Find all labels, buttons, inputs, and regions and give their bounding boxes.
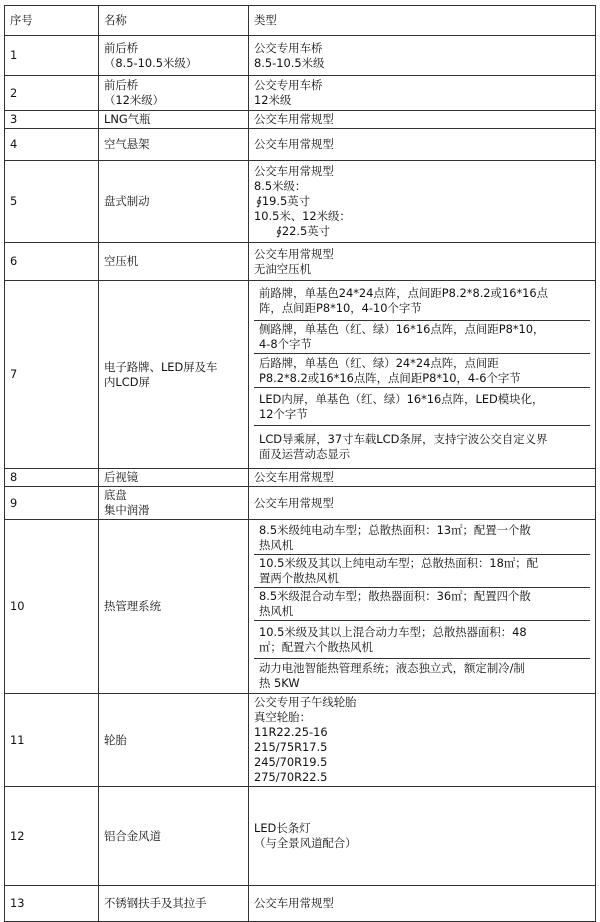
row-name-line: 前后桥 — [104, 40, 139, 55]
header-row — [5, 6, 596, 36]
row-name — [99, 76, 249, 111]
row-type-line: 10.5米、12米级： — [254, 209, 351, 223]
row-type-line: 245/70R19.5 — [254, 755, 328, 769]
row-index: 6 — [5, 243, 99, 281]
row-type-subcell — [254, 588, 590, 621]
row-type-subcell — [254, 521, 590, 555]
row-name — [99, 161, 249, 243]
row-type-line: 8.5米级： — [254, 179, 307, 193]
row-type-line: 8.5米级混合动车型；散热器面积：36㎡；配置四个散 — [259, 589, 531, 603]
row-type-line: 10.5米级及其以上混合动力车型；总散热器面积：48 — [259, 624, 527, 639]
row-name-line: 轮胎 — [104, 732, 127, 747]
row-name — [99, 111, 249, 129]
row-type-line: 阵，点间距P8*10，4-10个字节 — [259, 301, 422, 315]
row-index: 12 — [5, 787, 99, 886]
row-type-line: 11R22.25-16 — [254, 725, 328, 739]
table-row — [5, 694, 596, 787]
row-type-subrow — [254, 282, 590, 321]
row-type — [249, 487, 596, 520]
table-row — [5, 281, 596, 469]
row-type — [249, 36, 596, 76]
row-name-line: 前后桥 — [104, 78, 139, 92]
row-type-line: 公交车用常规型 — [254, 896, 334, 910]
row-type-line: 215/75R17.5 — [254, 740, 328, 754]
row-name — [99, 787, 249, 886]
row-type-subrow — [254, 555, 590, 588]
row-type-line: 10.5米级及其以上纯电动车型；总散热面积：18㎡；配 — [259, 556, 539, 570]
row-type-line: 面及运营动态显示 — [259, 446, 351, 461]
row-name-line: 热管理系统 — [104, 599, 161, 613]
table-row — [5, 76, 596, 111]
row-type-line: 8.5-10.5米级 — [254, 55, 325, 70]
row-index: 5 — [5, 161, 99, 243]
row-name-line: 盘式制动 — [104, 194, 150, 208]
row-name-line: 空气悬架 — [104, 137, 150, 151]
row-type — [249, 281, 596, 469]
table-row — [5, 243, 596, 281]
row-index: 4 — [5, 129, 99, 161]
row-name-line: 底盘 — [104, 488, 127, 502]
header-type: 类型 — [249, 6, 596, 36]
table-row — [5, 36, 596, 76]
row-name — [99, 487, 249, 520]
row-name — [99, 886, 249, 922]
row-name-line: （8.5-10.5米级） — [104, 55, 198, 70]
table-row — [5, 487, 596, 520]
row-type-line: LED内屏，单基色（红、绿）16*16点阵，LED模块化， — [259, 391, 544, 406]
row-type-line: 动力电池智能热管理系统；液态独立式，额定制冷/制 — [259, 660, 525, 675]
table-row — [5, 886, 596, 922]
row-type-subtable — [254, 282, 590, 467]
row-type-line: 公交车用常规型 — [254, 495, 334, 510]
row-type-line: 热 5KW — [259, 675, 300, 690]
row-type-line: LCD导乘屏，37寸车载LCD条屏，支持宁波公交自定义界 — [259, 431, 548, 446]
row-type — [249, 469, 596, 487]
row-type-subcell — [254, 426, 590, 468]
table-row — [5, 111, 596, 129]
row-name — [99, 281, 249, 469]
spec-table — [4, 5, 596, 922]
row-type-line: P8.2*8.2或16*16点阵，点间距P8*10，4-6个字节 — [259, 370, 521, 385]
table-row — [5, 469, 596, 487]
row-type-line: 公交车用常规型 — [254, 137, 334, 151]
row-type-line: 公交专用子午线轮胎 — [254, 695, 357, 709]
table-row — [5, 520, 596, 694]
row-type-line: 公交车用常规型 — [254, 112, 334, 126]
table-body — [5, 36, 596, 922]
row-type — [249, 520, 596, 694]
row-type-subtable — [254, 521, 590, 692]
row-type — [249, 694, 596, 787]
row-type-subrow — [254, 354, 590, 388]
row-name — [99, 243, 249, 281]
header-name: 名称 — [99, 6, 249, 36]
row-name-line: 内LCD屏 — [104, 374, 150, 389]
row-type-line: 热风机 — [259, 604, 294, 618]
row-type-subrow — [254, 521, 590, 555]
row-name-line: 空压机 — [104, 254, 139, 268]
row-name-line: LNG气瓶 — [104, 112, 151, 126]
row-index: 7 — [5, 281, 99, 469]
row-name — [99, 36, 249, 76]
row-type-line: ㎡；配置六个散热风机 — [259, 639, 373, 654]
row-type-subrow — [254, 659, 590, 693]
row-type-line: 12个字节 — [259, 406, 308, 421]
row-name — [99, 694, 249, 787]
row-index: 8 — [5, 469, 99, 487]
row-type-subcell — [254, 621, 590, 659]
row-name-line: 不锈钢扶手及其拉手 — [104, 896, 207, 910]
row-type-line: 公交专用车桥 — [254, 40, 323, 55]
row-type-subrow — [254, 621, 590, 659]
row-name-line: 后视镜 — [104, 470, 139, 484]
row-type-subcell — [254, 555, 590, 588]
row-type-line: ∮22.5英寸 — [276, 224, 331, 238]
row-type-line: 置两个散热风机 — [259, 571, 339, 585]
row-type-subcell — [254, 354, 590, 388]
row-type-line: 4-8个字节 — [259, 337, 312, 351]
table-row — [5, 129, 596, 161]
row-type — [249, 161, 596, 243]
row-type — [249, 129, 596, 161]
row-type — [249, 886, 596, 922]
row-type-line: ∮19.5英寸 — [256, 194, 311, 208]
row-type-subrow — [254, 321, 590, 354]
row-type-line: 275/70R22.5 — [254, 770, 328, 784]
row-name-line: （12米级） — [104, 93, 165, 107]
row-name — [99, 520, 249, 694]
row-index: 10 — [5, 520, 99, 694]
row-type-line: LED长条灯 — [254, 821, 311, 835]
row-type-line: 12米级 — [254, 93, 292, 107]
row-type-subrow — [254, 388, 590, 426]
row-type-line: 真空轮胎： — [254, 710, 311, 724]
row-index: 3 — [5, 111, 99, 129]
row-type — [249, 76, 596, 111]
row-index: 1 — [5, 36, 99, 76]
row-type-line: 后路牌，单基色（红、绿）24*24点阵，点间距 — [259, 355, 499, 370]
row-type-line: 公交车用常规型 — [254, 470, 334, 484]
row-name — [99, 469, 249, 487]
row-type-line: 热风机 — [259, 537, 294, 552]
row-name-line: 集中润滑 — [104, 503, 150, 517]
row-type-subrow — [254, 426, 590, 468]
row-type-line: 公交车用常规型 — [254, 164, 334, 178]
row-name-line: 铝合金风道 — [104, 828, 161, 843]
row-type-line: （与全景风道配合） — [254, 836, 357, 850]
row-index: 13 — [5, 886, 99, 922]
row-type — [249, 243, 596, 281]
row-index: 11 — [5, 694, 99, 787]
row-type-line: 8.5米级纯电动车型；总散热面积：13㎡；配置一个散 — [259, 522, 531, 537]
row-index: 2 — [5, 76, 99, 111]
table-row — [5, 787, 596, 886]
header-index: 序号 — [5, 6, 99, 36]
row-type — [249, 787, 596, 886]
row-type-subcell — [254, 388, 590, 426]
row-type-subcell — [254, 321, 590, 354]
row-type-subcell — [254, 659, 590, 693]
row-type-line: 公交专用车桥 — [254, 78, 323, 92]
row-type-line: 无油空压机 — [254, 261, 311, 276]
row-type-subcell — [254, 282, 590, 321]
row-type-subrow — [254, 588, 590, 621]
row-type-line: 侧路牌，单基色（红、绿）16*16点阵，点间距P8*10， — [259, 322, 545, 336]
row-name-line: 电子路牌、LED屏及车 — [104, 359, 218, 374]
row-type-line: 公交车用常规型 — [254, 246, 334, 261]
row-index: 9 — [5, 487, 99, 520]
row-type-line: 前路牌，单基色24*24点阵，点间距P8.2*8.2或16*16点 — [259, 286, 549, 300]
table-row — [5, 161, 596, 243]
row-name — [99, 129, 249, 161]
row-type — [249, 111, 596, 129]
